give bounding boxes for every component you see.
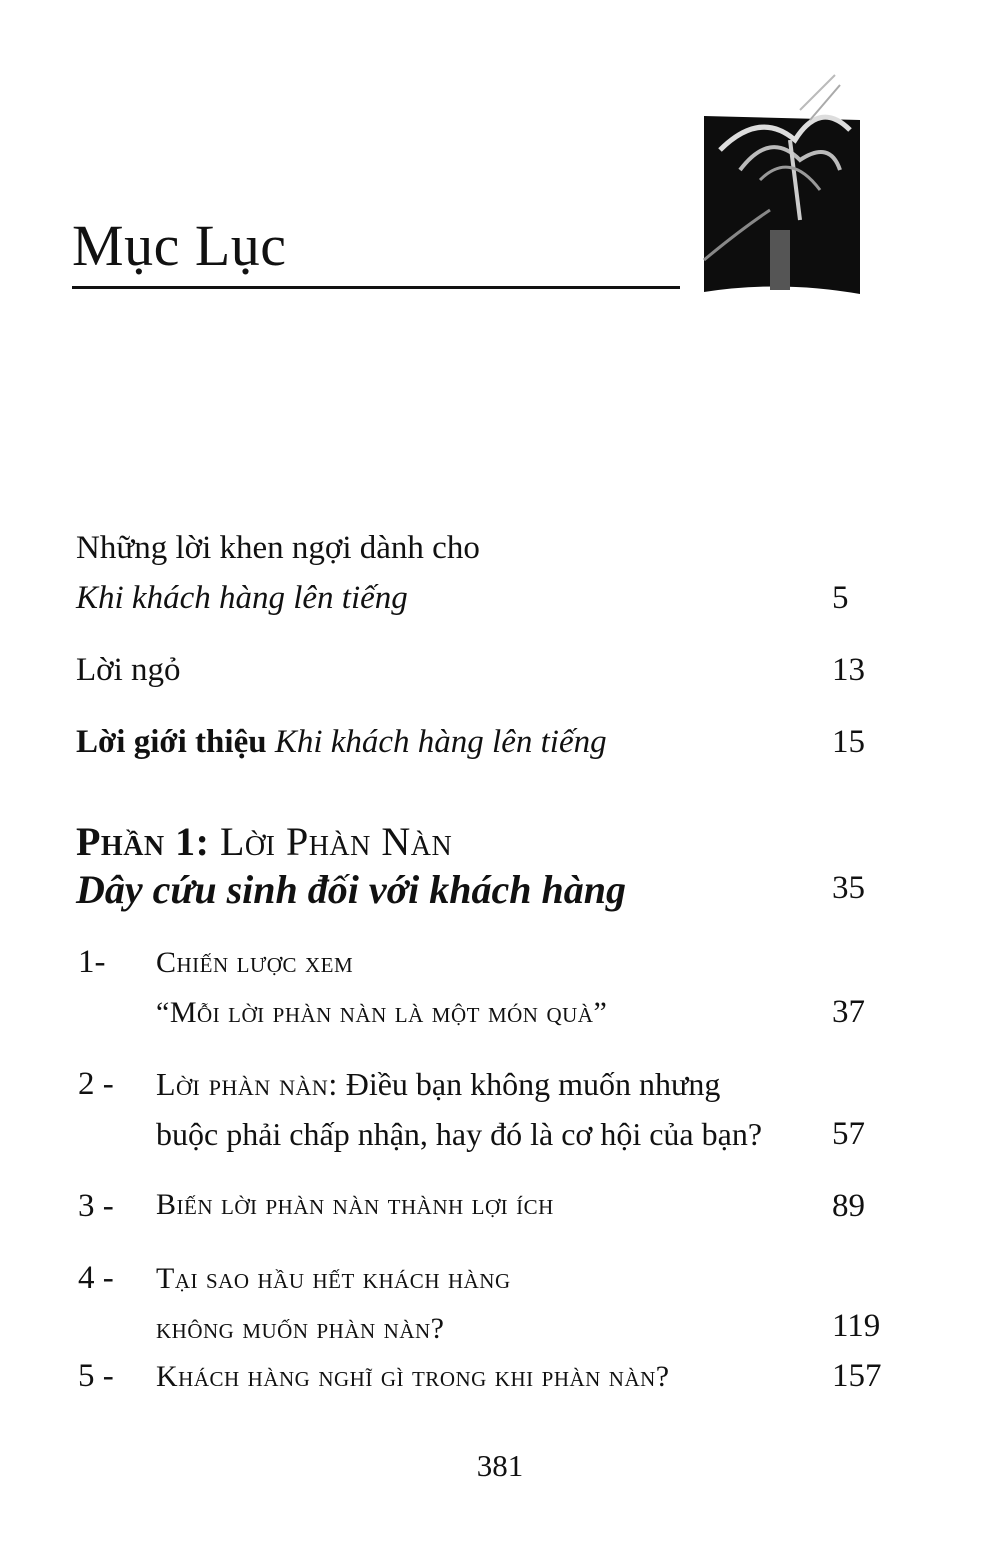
intro-label: Lời giới thiệu	[76, 724, 267, 760]
page-title: Mục Lục	[72, 213, 287, 278]
chapter-title-line1: Chiến lược xem	[156, 946, 354, 979]
chapter-number: 2 -	[78, 1066, 114, 1102]
intro-book-title: Khi khách hàng lên tiếng	[274, 724, 607, 760]
chapter-title-line2: buộc phải chấp nhận, hay đó là cơ hội của bạn?	[156, 1116, 763, 1152]
toc-page-number: 157	[832, 1358, 882, 1394]
toc-page-number: 119	[832, 1308, 881, 1344]
toc-page-number: 57	[832, 1116, 865, 1152]
toc-entry-foreword: Lời ngỏ	[76, 652, 181, 688]
chapter-title-line2: “Mỗi lời phàn nàn là một món quà”	[156, 996, 608, 1029]
chapter-number: 5 -	[78, 1358, 114, 1394]
toc-page-number: 89	[832, 1188, 865, 1224]
chapter-title-line1: Tại sao hầu hết khách hàng	[156, 1262, 511, 1295]
part-title: Lời Phàn Nàn	[219, 819, 453, 864]
part-subtitle: Dây cứu sinh đối với khách hàng	[76, 867, 626, 912]
toc-page-number: 13	[832, 652, 865, 688]
chapter-title-lead: Lời phàn nàn:	[156, 1066, 338, 1102]
part-label: Phần 1:	[76, 819, 210, 864]
title-underline	[72, 286, 680, 289]
toc-entry-introduction	[76, 724, 607, 761]
toc-page-number: 15	[832, 724, 865, 760]
chapter-title-line1: Khách hàng nghĩ gì trong khi phàn nàn?	[156, 1360, 670, 1393]
chapter-title-line1	[156, 1066, 720, 1103]
chapter-title-rest: Điều bạn không muốn nhưng	[345, 1066, 721, 1102]
footer-page-number: 381	[476, 1448, 524, 1483]
toc-page-number: 35	[832, 870, 865, 906]
gift-box-image	[700, 70, 870, 300]
toc-page-number: 5	[832, 580, 849, 616]
toc-page-number: 37	[832, 994, 865, 1030]
chapter-title-line2: không muốn phàn nàn?	[156, 1312, 445, 1345]
chapter-number: 3 -	[78, 1188, 114, 1224]
toc-entry-praise-line1: Những lời khen ngợi dành cho	[76, 530, 480, 566]
part-heading	[76, 818, 452, 865]
chapter-number: 1-	[78, 944, 106, 980]
chapter-number: 4 -	[78, 1260, 114, 1296]
chapter-title-line1: Biến lời phàn nàn thành lợi ích	[156, 1188, 554, 1221]
toc-entry-praise-line2: Khi khách hàng lên tiếng	[76, 580, 408, 616]
